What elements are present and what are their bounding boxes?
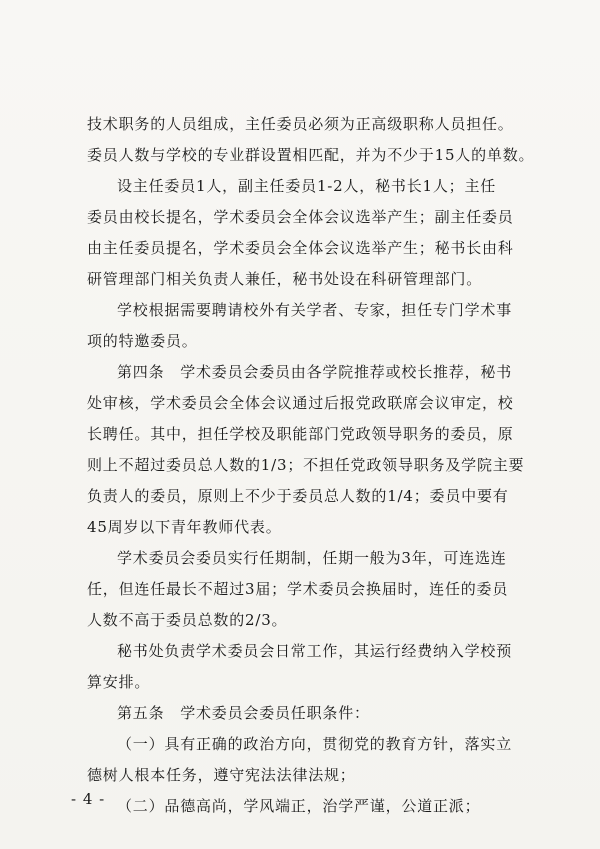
paragraph [87,636,529,698]
text-line: 学校根据需要聘请校外有关学者、专家，担任专门学术事 [117,301,513,319]
text-line: 技术职务的人员组成，主任委员必须为正高级职称人员担任。 [87,115,514,133]
page-number: - 4 - [71,790,106,808]
text-line: 设主任委员1人，副主任委员1-2人，秘书长1人；主任 [117,177,497,195]
document-body [87,109,535,822]
text-line: 处审核，学术委员会全体会议通过后报党政联席会议审定，校 [87,394,514,412]
text-line: （二）品德高尚，学风端正，治学严谨，公道正派； [117,797,481,815]
text-line: 人数不高于委员总数的2/3。 [87,611,288,629]
text-line: 项的特邀委员。 [87,332,198,350]
text-line: 由主任委员提名，学术委员会全体会议选举产生；秘书长由科 [87,239,514,257]
text-line: 则上不超过委员总人数的1/3；不担任党政领导职务及学院主要 [87,456,525,474]
text-line: 第四条 学术委员会委员由各学院推荐或校长推荐，秘书 [117,363,513,381]
text-line: 算安排。 [87,673,151,691]
paragraph [87,791,529,822]
text-line: 45周岁以下青年教师代表。 [87,518,282,536]
text-line: 委员人数与学校的专业群设置相匹配，并为不少于15人的单数。 [87,146,535,164]
text-line: 任，但连任最长不超过3届；学术委员会换届时，连任的委员 [87,580,509,598]
paragraph [87,357,529,543]
paragraph [87,729,529,791]
text-line: 负责人的委员，原则上不少于委员总人数的1/4；委员中要有 [87,487,509,505]
text-line: 第五条 学术委员会委员任职条件： [117,704,370,722]
paragraph [87,171,529,295]
text-line: 委员由校长提名，学术委员会全体会议选举产生；副主任委员 [87,208,514,226]
text-line: 秘书处负责学术委员会日常工作，其运行经费纳入学校预 [117,642,513,660]
text-line: （一）具有正确的政治方向，贯彻党的教育方针，落实立 [117,735,513,753]
text-line: 长聘任。其中，担任学校及职能部门党政领导职务的委员，原 [87,425,514,443]
paragraph [87,698,529,729]
text-line: 学术委员会委员实行任期制，任期一般为3年，可连选连 [117,549,507,567]
text-line: 德树人根本任务，遵守宪法法律法规； [87,766,356,784]
text-line: 研管理部门相关负责人兼任，秘书处设在科研管理部门。 [87,270,483,288]
paragraph [87,543,529,636]
paragraph [87,109,535,171]
paragraph [87,295,529,357]
